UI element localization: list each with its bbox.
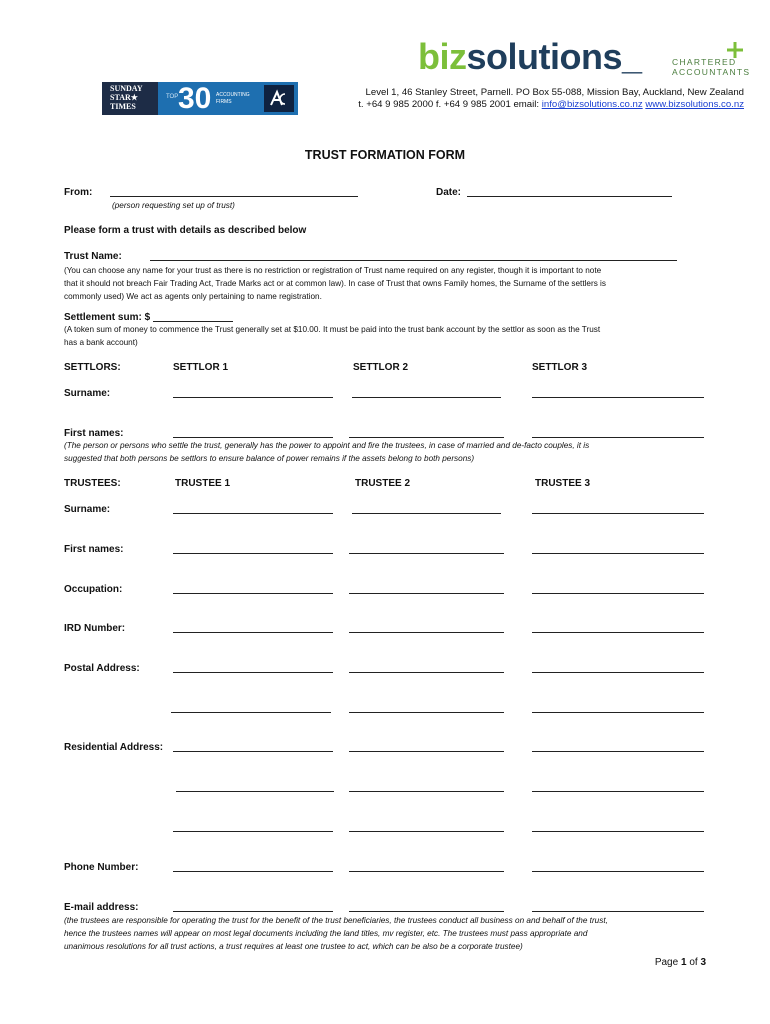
logo-chartered: CHARTERED <box>672 57 737 67</box>
trustee-3-residential-field-1[interactable] <box>532 751 704 752</box>
logo-solutions-text: solutions_ <box>466 36 642 77</box>
trustee-1-ird-field[interactable] <box>173 632 333 633</box>
trustee-2-surname-field[interactable] <box>352 513 501 514</box>
settlor-surname-label: Surname: <box>64 388 111 399</box>
trustee-1-firstnames-field[interactable] <box>173 553 333 554</box>
trust-name-field[interactable] <box>150 260 677 261</box>
settlement-note-2: has a bank account) <box>64 338 138 347</box>
settlor-1-heading: SETTLOR 1 <box>173 362 229 373</box>
settlor-3-firstnames-field[interactable] <box>532 437 704 438</box>
trustee-postal-label: Postal Address: <box>64 663 140 674</box>
settlement-sum-label: Settlement sum: $ <box>64 312 151 323</box>
trustee-3-ird-field[interactable] <box>532 632 704 633</box>
settlement-sum-field[interactable] <box>153 321 233 322</box>
settlors-note-2: suggested that both persons be settlors to ensure balance of power remains if the assets belong to both persons) <box>64 454 475 463</box>
trustee-occupation-label: Occupation: <box>64 584 123 595</box>
trustee-3-residential-field-3[interactable] <box>532 831 704 832</box>
plus-icon <box>727 42 743 58</box>
trustee-3-occupation-field[interactable] <box>532 593 704 594</box>
trustee-2-residential-field-2[interactable] <box>349 791 504 792</box>
trustee-1-residential-field-1[interactable] <box>173 751 333 752</box>
trustee-3-postal-field-1[interactable] <box>532 672 704 673</box>
email-link[interactable]: info@bizsolutions.co.nz <box>541 99 643 110</box>
trustee-2-phone-field[interactable] <box>349 871 504 872</box>
award-number: 30 <box>178 82 212 115</box>
settlor-2-surname-field[interactable] <box>352 397 501 398</box>
trustee-residential-label: Residential Address: <box>64 742 164 753</box>
trustee-email-label: E-mail address: <box>64 902 139 913</box>
trustee-1-residential-field-2[interactable] <box>176 791 334 792</box>
trustee-surname-label: Surname: <box>64 504 111 515</box>
trustee-2-heading: TRUSTEE 2 <box>355 478 411 489</box>
trustee-2-firstnames-field[interactable] <box>349 553 504 554</box>
trustees-heading: TRUSTEES: <box>64 478 121 489</box>
settlor-1-firstnames-field[interactable] <box>173 437 333 438</box>
trustees-note-3: unanimous resolutions for all trust actions, a trust requires at least one trustee to act, which can be also be a corporate trustee) <box>64 942 523 951</box>
trustee-1-occupation-field[interactable] <box>173 593 333 594</box>
page-word: Page <box>654 957 679 968</box>
trustee-2-residential-field-3[interactable] <box>349 831 504 832</box>
trust-name-label: Trust Name: <box>64 251 122 262</box>
trustee-1-postal-field-2[interactable] <box>171 712 331 713</box>
company-address: Level 1, 46 Stanley Street, Parnell. PO Box 55-088, Mission Bay, Auckland, New Zealand <box>365 87 744 98</box>
date-label: Date: <box>436 187 462 198</box>
settlors-heading: SETTLORS: <box>64 362 121 373</box>
from-hint: (person requesting set up of trust) <box>112 201 235 210</box>
ca-emblem-icon <box>264 85 294 112</box>
trustee-phone-label: Phone Number: <box>64 862 139 873</box>
trustee-1-residential-field-3[interactable] <box>173 831 333 832</box>
award-top: TOP <box>166 94 179 100</box>
trustee-2-postal-field-2[interactable] <box>349 712 504 713</box>
trustee-2-postal-field-1[interactable] <box>349 672 504 673</box>
settlors-note-1: (The person or persons who settle the trust, generally has the power to appoint and fire the trustees, in case of married and de-facto couples, it is <box>64 441 590 450</box>
trust-name-note-2: that it should not breach Fair Trading Act, Trade Marks act or at common law). In case of Trust that owns Family homes, the Surname of the settlers is <box>64 279 606 288</box>
award-paper-line3: TIMES <box>110 102 136 111</box>
trustee-1-email-field[interactable] <box>173 911 333 912</box>
award-badge <box>102 82 298 115</box>
trustee-1-postal-field-1[interactable] <box>173 672 333 673</box>
trustee-1-heading: TRUSTEE 1 <box>175 478 231 489</box>
intro-text: Please form a trust with details as described below <box>64 225 307 236</box>
company-contact <box>358 99 744 110</box>
award-paper-block <box>102 82 158 115</box>
from-field[interactable] <box>110 196 358 197</box>
trustee-3-phone-field[interactable] <box>532 871 704 872</box>
award-paper-line1: SUNDAY <box>110 84 143 93</box>
trustee-ird-label: IRD Number: <box>64 623 126 634</box>
date-field[interactable] <box>467 196 672 197</box>
trustee-3-residential-field-2[interactable] <box>532 791 704 792</box>
settlor-firstnames-label: First names: <box>64 428 124 439</box>
trustee-2-ird-field[interactable] <box>349 632 504 633</box>
trustee-2-residential-field-1[interactable] <box>349 751 504 752</box>
trustee-2-email-field[interactable] <box>349 911 504 912</box>
trustee-3-heading: TRUSTEE 3 <box>535 478 591 489</box>
settlor-3-surname-field[interactable] <box>532 397 704 398</box>
trust-name-note-1: (You can choose any name for your trust as there is no restriction or registration of Trust name required on any register, though it is important to note <box>64 266 602 275</box>
logo-biz-text: biz <box>418 36 467 77</box>
settlor-1-surname-field[interactable] <box>173 397 333 398</box>
trust-name-note-3: commonly used) We act as agents only pertaining to name registration. <box>64 292 322 301</box>
trustee-1-surname-field[interactable] <box>173 513 333 514</box>
logo-accountants: ACCOUNTANTS <box>672 67 751 77</box>
trustee-1-phone-field[interactable] <box>173 871 333 872</box>
page-title: TRUST FORMATION FORM <box>304 148 466 162</box>
company-logo <box>418 36 642 80</box>
award-paper-line2: STAR★ <box>110 93 138 102</box>
trustee-firstnames-label: First names: <box>64 544 124 555</box>
page-of: of <box>689 957 698 968</box>
trustee-3-firstnames-field[interactable] <box>532 553 704 554</box>
settlement-note-1: (A token sum of money to commence the Trust generally set at $10.00. It must be paid into the trust bank account by the settlor as soon as the Trust <box>64 325 601 334</box>
award-text2: FIRMS <box>216 99 232 105</box>
phone-fax-text: t. +64 9 985 2000 f. +64 9 985 2001 email: <box>358 99 542 110</box>
trustee-3-surname-field[interactable] <box>532 513 704 514</box>
award-text1: ACCOUNTING <box>216 92 250 98</box>
page-number <box>655 957 706 968</box>
settlor-3-heading: SETTLOR 3 <box>532 362 588 373</box>
trustees-note-1: (the trustees are responsible for operating the trust for the benefit of the trust beneficiaries, the trustees conduct all business on and behalf of the trust, <box>64 916 608 925</box>
trustee-3-email-field[interactable] <box>532 911 704 912</box>
website-link[interactable]: www.bizsolutions.co.nz <box>645 99 744 110</box>
trustees-note-2: hence the trustees names will appear on most legal documents including the land titles, mv register, etc. The trustees must pass appropriate and <box>64 929 588 938</box>
settlor-2-firstnames-field[interactable] <box>349 437 504 438</box>
trustee-2-occupation-field[interactable] <box>349 593 504 594</box>
settlor-2-heading: SETTLOR 2 <box>353 362 409 373</box>
trustee-3-postal-field-2[interactable] <box>532 712 704 713</box>
from-label: From: <box>64 187 93 198</box>
page-current: 1 <box>680 957 687 968</box>
page-total: 3 <box>700 957 706 968</box>
